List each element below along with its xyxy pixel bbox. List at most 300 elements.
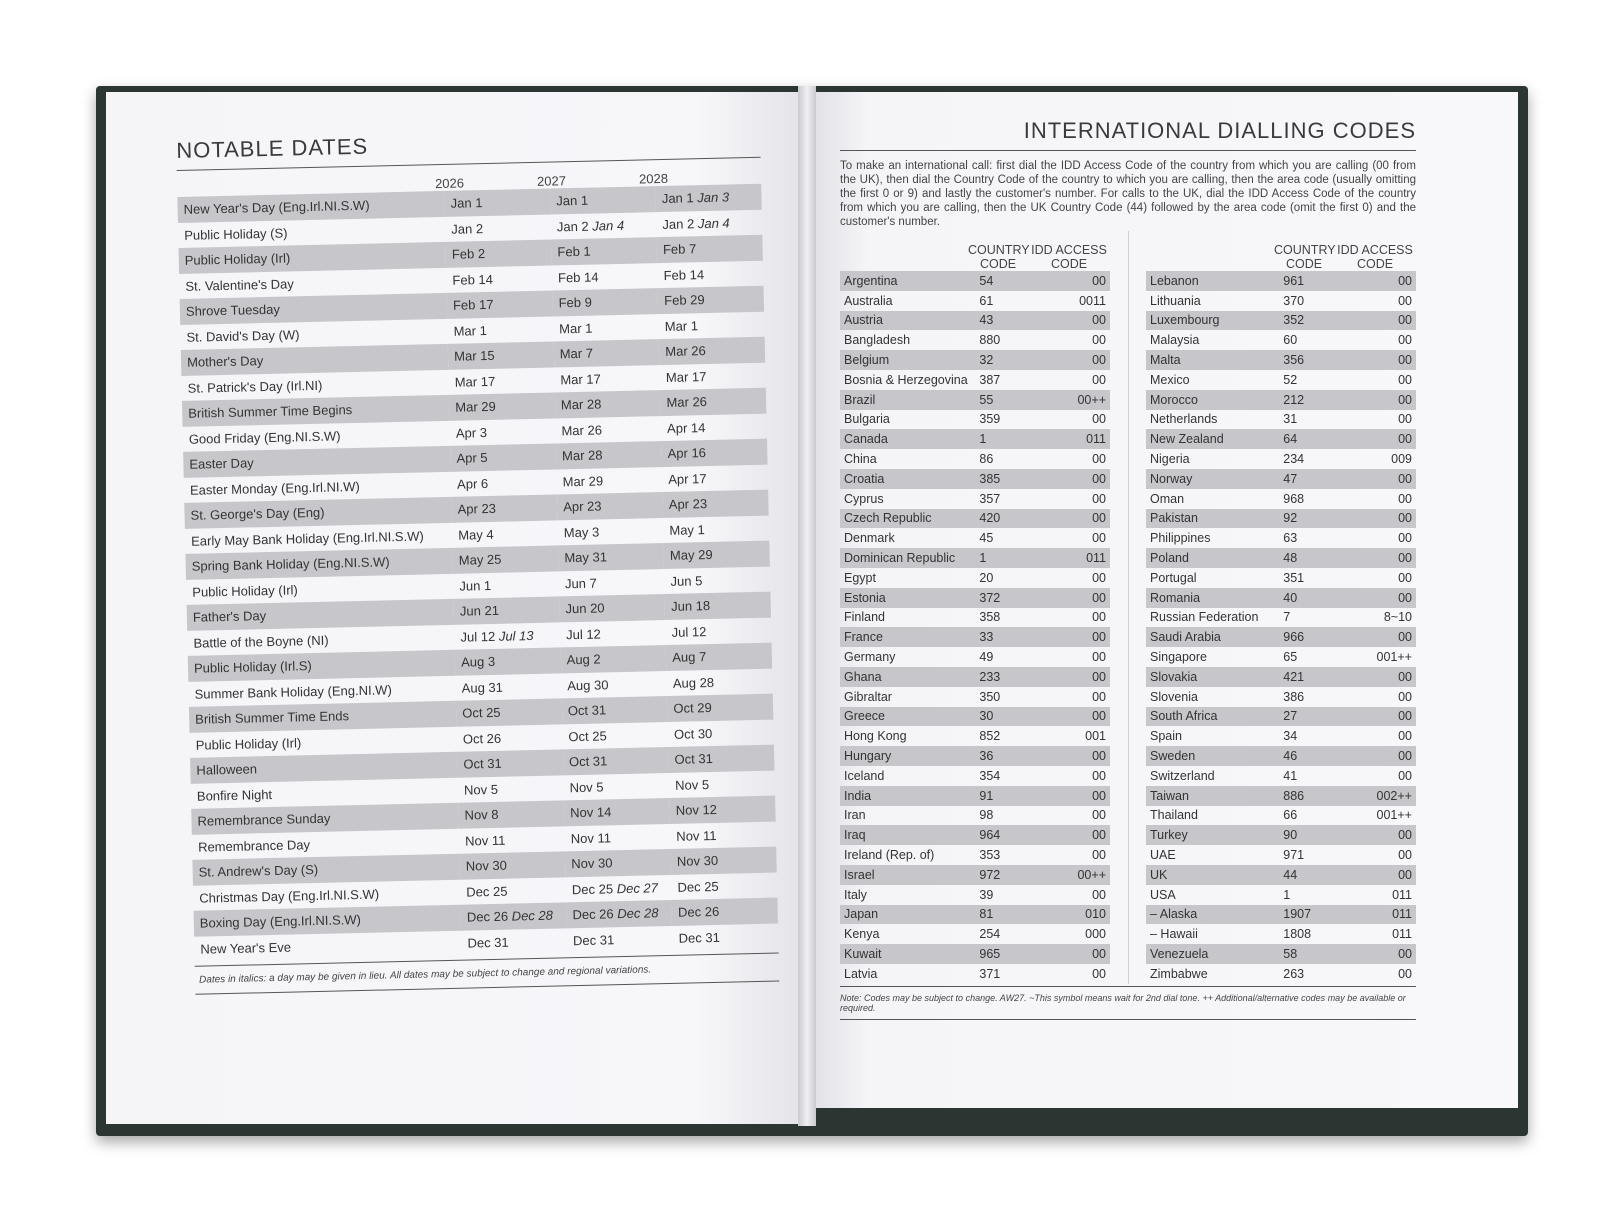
codes-column-1 bbox=[840, 231, 1110, 984]
country-code: 66 bbox=[1283, 808, 1298, 823]
country-row bbox=[1146, 707, 1416, 727]
date-value: Jan 1 bbox=[556, 192, 589, 209]
date-value: Jun 21 bbox=[459, 603, 500, 619]
date-value: Mar 26 bbox=[561, 422, 603, 439]
idd-code: 001 bbox=[1085, 729, 1106, 744]
country-row bbox=[840, 905, 1110, 925]
country-code: 1 bbox=[1283, 887, 1291, 902]
country-code: 350 bbox=[979, 689, 1001, 704]
dates-footnote: Dates in italics: a day may be given in lieu. All dates may be subject to change and regional variations. bbox=[195, 953, 780, 995]
date-value: Nov 11 bbox=[676, 827, 717, 844]
date-value: Jan 2 bbox=[662, 216, 695, 232]
event-name: Early May Bank Holiday (Eng.Irl.NI.S.W) bbox=[190, 528, 424, 549]
idd-code: 00 bbox=[1092, 372, 1106, 387]
country-row bbox=[1146, 469, 1416, 489]
country-name: UAE bbox=[1150, 848, 1176, 862]
country-name: Iraq bbox=[840, 825, 975, 845]
country-name: Australia bbox=[844, 293, 893, 308]
country-name: Gibraltar bbox=[844, 689, 892, 704]
date-value: Jun 18 bbox=[670, 598, 711, 615]
country-code: 233 bbox=[975, 667, 1037, 687]
idd-code: 011 bbox=[1392, 927, 1412, 942]
idd-access-code-header: IDD ACCESS CODE bbox=[1337, 243, 1413, 271]
country-code: 356 bbox=[1279, 350, 1343, 370]
date-cell-y3 bbox=[663, 515, 769, 543]
country-row bbox=[1146, 905, 1416, 925]
country-code: 49 bbox=[979, 650, 994, 665]
country-code: 352 bbox=[1279, 311, 1343, 331]
country-name: Kuwait bbox=[840, 944, 975, 964]
country-name: Zimbabwe bbox=[1150, 966, 1208, 981]
date-cell-y3 bbox=[672, 923, 778, 951]
date-cell-y1 bbox=[460, 877, 566, 905]
country-code: 359 bbox=[979, 412, 1001, 427]
date-in-lieu: Dec 28 bbox=[617, 905, 659, 922]
date-cell-y1 bbox=[445, 214, 551, 242]
date-value: Nov 12 bbox=[675, 802, 718, 819]
idd-code: 00 bbox=[1092, 887, 1106, 902]
country-code: 90 bbox=[1279, 825, 1343, 845]
idd-code: 00 bbox=[1092, 333, 1106, 348]
country-row bbox=[840, 825, 1110, 845]
date-cell-y1 bbox=[452, 520, 558, 548]
country-row bbox=[840, 865, 1110, 885]
idd-code: 00 bbox=[1038, 469, 1110, 489]
date-value: Mar 17 bbox=[665, 368, 707, 385]
date-cell-y3 bbox=[663, 490, 769, 518]
country-row bbox=[840, 370, 1110, 390]
country-name: – Alaska bbox=[1146, 905, 1279, 925]
event-name: Good Friday (Eng.NI.S.W) bbox=[188, 428, 341, 447]
country-row bbox=[1146, 588, 1416, 608]
codes-header bbox=[840, 231, 1110, 271]
country-row bbox=[840, 410, 1110, 430]
event-name: Halloween bbox=[190, 752, 458, 784]
country-row bbox=[1146, 924, 1416, 944]
date-value: Dec 26 bbox=[466, 908, 509, 925]
column-separator bbox=[1128, 231, 1129, 984]
country-code: 886 bbox=[1279, 786, 1343, 806]
country-row bbox=[840, 489, 1110, 509]
date-cell-y3 bbox=[667, 694, 773, 722]
country-row bbox=[840, 746, 1110, 766]
date-in-lieu: Jan 4 bbox=[697, 215, 730, 231]
date-value: Jun 20 bbox=[565, 600, 605, 617]
date-cell-y3 bbox=[660, 362, 766, 390]
date-value: Nov 5 bbox=[674, 776, 710, 793]
country-row bbox=[1146, 687, 1416, 707]
date-value: Apr 3 bbox=[455, 424, 488, 441]
date-cell-y3 bbox=[671, 847, 777, 875]
date-cell-y3 bbox=[657, 235, 763, 263]
date-cell-y1 bbox=[454, 596, 560, 624]
date-value: May 3 bbox=[563, 524, 600, 541]
idd-code: 00 bbox=[1038, 350, 1110, 370]
date-cell-y2 bbox=[562, 721, 668, 749]
date-cell-y3 bbox=[660, 388, 766, 416]
country-row bbox=[1146, 825, 1416, 845]
date-cell-y3 bbox=[662, 464, 768, 492]
idd-code: 00 bbox=[1398, 768, 1412, 783]
country-code: 357 bbox=[979, 491, 1001, 506]
date-cell-y2 bbox=[567, 925, 673, 953]
country-row bbox=[1146, 489, 1416, 509]
country-code: 20 bbox=[979, 570, 994, 585]
date-value: Nov 5 bbox=[463, 781, 499, 798]
country-code: 387 bbox=[979, 372, 1001, 387]
country-name: Portugal bbox=[1150, 570, 1197, 585]
country-code: 385 bbox=[975, 469, 1037, 489]
country-code: 964 bbox=[975, 825, 1037, 845]
country-code: 64 bbox=[1279, 429, 1343, 449]
date-value: Mar 26 bbox=[666, 394, 708, 411]
idd-code: 00 bbox=[1343, 746, 1416, 766]
country-name: Thailand bbox=[1150, 808, 1198, 823]
country-name: Estonia bbox=[840, 588, 975, 608]
country-row bbox=[1146, 786, 1416, 806]
country-name: Malaysia bbox=[1150, 333, 1200, 348]
date-cell-y3 bbox=[672, 898, 778, 926]
country-code: 27 bbox=[1279, 707, 1343, 727]
date-cell-y2 bbox=[553, 339, 659, 367]
country-name: Hungary bbox=[840, 746, 975, 766]
country-row bbox=[1146, 548, 1416, 568]
date-value: Nov 8 bbox=[464, 807, 499, 823]
date-value: Mar 1 bbox=[559, 320, 593, 337]
date-cell-y1 bbox=[461, 928, 567, 956]
country-row bbox=[840, 687, 1110, 707]
idd-code: 00 bbox=[1343, 271, 1416, 291]
date-value: Oct 26 bbox=[462, 730, 502, 747]
idd-code: 00 bbox=[1038, 746, 1110, 766]
idd-code: 00 bbox=[1038, 588, 1110, 608]
date-cell-y2 bbox=[566, 900, 672, 928]
date-value: Feb 2 bbox=[451, 246, 486, 263]
date-value: May 4 bbox=[458, 526, 494, 543]
idd-code: 00 bbox=[1038, 311, 1110, 331]
notable-dates-table bbox=[177, 184, 778, 962]
date-cell-y1 bbox=[449, 392, 555, 420]
date-value: Mar 17 bbox=[560, 371, 601, 388]
country-row bbox=[1146, 568, 1416, 588]
idd-code: 00 bbox=[1398, 333, 1412, 348]
date-in-lieu: Jan 3 bbox=[697, 189, 730, 206]
country-row bbox=[840, 964, 1110, 984]
date-cell-y1 bbox=[457, 724, 563, 752]
idd-code: 00 bbox=[1398, 491, 1412, 506]
idd-code: 00 bbox=[1398, 848, 1412, 862]
date-value: Nov 30 bbox=[465, 857, 508, 874]
country-code: 852 bbox=[979, 729, 1001, 744]
date-cell-y1 bbox=[451, 494, 557, 522]
country-name: Denmark bbox=[844, 531, 895, 546]
country-row bbox=[840, 449, 1110, 469]
year-1: 2026 bbox=[434, 175, 465, 192]
idd-code: 00 bbox=[1038, 509, 1110, 529]
codes-table-2 bbox=[1146, 271, 1416, 984]
country-row bbox=[840, 350, 1110, 370]
date-value: Oct 29 bbox=[673, 700, 712, 717]
country-name: Netherlands bbox=[1150, 412, 1218, 427]
country-name: France bbox=[840, 627, 975, 647]
country-code: 31 bbox=[1283, 412, 1298, 427]
country-row bbox=[1146, 726, 1416, 746]
country-code: 65 bbox=[1283, 650, 1298, 665]
country-code: 968 bbox=[1283, 491, 1305, 506]
country-row bbox=[840, 548, 1110, 568]
date-cell-y3 bbox=[661, 439, 767, 467]
date-cell-y2 bbox=[563, 747, 669, 775]
date-cell-y2 bbox=[555, 416, 661, 444]
date-cell-y3 bbox=[661, 413, 767, 441]
country-row bbox=[840, 528, 1110, 548]
date-cell-y1 bbox=[456, 698, 562, 726]
country-row bbox=[840, 766, 1110, 786]
country-row bbox=[1146, 806, 1416, 826]
country-code: 48 bbox=[1279, 548, 1343, 568]
country-code: 212 bbox=[1279, 390, 1343, 410]
country-code: 86 bbox=[979, 452, 994, 467]
country-name: Morocco bbox=[1146, 390, 1279, 410]
country-name: Germany bbox=[844, 650, 896, 665]
idd-code: 011 bbox=[1038, 429, 1110, 449]
country-code: 1 bbox=[975, 429, 1037, 449]
country-code: 354 bbox=[979, 768, 1001, 783]
country-code: 52 bbox=[1283, 372, 1298, 387]
date-value: Aug 7 bbox=[672, 649, 707, 666]
idd-code: 00 bbox=[1398, 531, 1412, 546]
country-row bbox=[840, 330, 1110, 350]
country-code: 386 bbox=[1283, 689, 1305, 704]
date-cell-y2 bbox=[558, 518, 664, 546]
idd-code: 00 bbox=[1343, 944, 1416, 964]
country-name: Philippines bbox=[1150, 531, 1211, 546]
date-cell-y2 bbox=[551, 212, 657, 240]
date-cell-y3 bbox=[669, 796, 775, 824]
country-code: 7 bbox=[1283, 610, 1291, 625]
country-name: Brazil bbox=[840, 390, 975, 410]
country-code: 966 bbox=[1279, 627, 1343, 647]
dialling-intro-text: To make an international call: first dial the IDD Access Code of the country from which you are calling (00 from the UK), then dial the Country Code of the country to which you are calling, then the area code (usually omitting the first 0 or 9) and lastly the customer's number. For calls to the UK, dial the IDD Access Code of the country from which you are calling, then the UK Country Code (44) followed by the area code (omit the first 0) and the customer's number. bbox=[840, 160, 1416, 228]
date-cell-y3 bbox=[664, 566, 770, 594]
event-name: St. George's Day (Eng) bbox=[184, 497, 452, 529]
country-name: Norway bbox=[1146, 469, 1279, 489]
date-cell-y2 bbox=[554, 365, 660, 393]
date-value: Jan 2 bbox=[556, 218, 589, 235]
idd-code: 00 bbox=[1343, 548, 1416, 568]
idd-code: 00 bbox=[1092, 808, 1106, 823]
country-row bbox=[1146, 449, 1416, 469]
date-value: Nov 30 bbox=[676, 853, 719, 870]
country-name: Slovakia bbox=[1146, 667, 1279, 687]
country-name: Latvia bbox=[844, 966, 878, 981]
date-cell-y3 bbox=[671, 872, 777, 900]
date-value: Dec 26 bbox=[677, 904, 720, 921]
country-row bbox=[840, 647, 1110, 667]
date-in-lieu: Dec 27 bbox=[616, 880, 659, 896]
date-value: Feb 9 bbox=[558, 294, 593, 311]
date-cell-y2 bbox=[562, 696, 668, 724]
date-value: Apr 23 bbox=[668, 496, 708, 513]
country-name: Mexico bbox=[1150, 372, 1190, 387]
idd-code: 00 bbox=[1038, 271, 1110, 291]
date-cell-y2 bbox=[552, 263, 658, 291]
country-name: Greece bbox=[840, 707, 975, 727]
date-value: Mar 1 bbox=[664, 317, 699, 334]
event-name: Public Holiday (Irl) bbox=[195, 735, 302, 753]
date-value: Feb 29 bbox=[664, 292, 705, 309]
country-code: 30 bbox=[975, 707, 1037, 727]
date-cell-y3 bbox=[670, 821, 776, 849]
date-value: Aug 31 bbox=[461, 679, 504, 696]
date-value: Oct 30 bbox=[673, 725, 713, 742]
date-cell-y1 bbox=[457, 749, 563, 777]
idd-code: 0011 bbox=[1079, 293, 1106, 308]
country-name: Malta bbox=[1146, 350, 1279, 370]
date-cell-y1 bbox=[446, 265, 552, 293]
event-name: Remembrance Day bbox=[197, 836, 311, 855]
idd-code: 00 bbox=[1038, 707, 1110, 727]
country-row bbox=[840, 924, 1110, 944]
country-code: 972 bbox=[975, 865, 1037, 885]
date-cell-y1 bbox=[444, 189, 550, 217]
date-cell-y1 bbox=[459, 851, 565, 879]
idd-code: 00 bbox=[1398, 689, 1412, 704]
event-name: British Summer Time Begins bbox=[182, 395, 450, 427]
country-row bbox=[1146, 271, 1416, 291]
country-name: Taiwan bbox=[1146, 786, 1279, 806]
event-name: Shrove Tuesday bbox=[180, 293, 448, 325]
date-value: Mar 17 bbox=[454, 373, 496, 390]
date-value: Nov 5 bbox=[569, 779, 604, 795]
country-code: 44 bbox=[1279, 865, 1343, 885]
country-row bbox=[840, 806, 1110, 826]
date-value: Feb 7 bbox=[662, 241, 697, 258]
country-name: Kenya bbox=[844, 927, 880, 942]
date-value: Dec 25 bbox=[466, 883, 508, 900]
date-value: Dec 31 bbox=[678, 929, 721, 946]
country-name: Dominican Republic bbox=[840, 548, 975, 568]
country-row bbox=[1146, 627, 1416, 647]
country-row bbox=[1146, 350, 1416, 370]
country-name: Ghana bbox=[840, 667, 975, 687]
date-cell-y1 bbox=[448, 367, 554, 395]
country-name: Czech Republic bbox=[840, 509, 975, 529]
date-cell-y1 bbox=[453, 545, 559, 573]
idd-code: 009 bbox=[1391, 452, 1412, 467]
date-cell-y1 bbox=[455, 673, 561, 701]
date-cell-y2 bbox=[556, 441, 662, 469]
date-value: Apr 23 bbox=[563, 498, 602, 515]
dialling-codes-title: INTERNATIONAL DIALLING CODES bbox=[1023, 118, 1416, 143]
date-value: Jul 12 bbox=[671, 623, 707, 640]
date-cell-y2 bbox=[558, 543, 664, 571]
date-value: Apr 16 bbox=[667, 445, 707, 462]
date-cell-y1 bbox=[448, 341, 554, 369]
idd-code: 00 bbox=[1343, 311, 1416, 331]
event-name: New Year's Day (Eng.Irl.NI.S.W) bbox=[177, 191, 445, 223]
country-code: 40 bbox=[1279, 588, 1343, 608]
country-name: USA bbox=[1150, 887, 1176, 902]
date-cell-y1 bbox=[458, 800, 564, 828]
date-cell-y1 bbox=[447, 316, 553, 344]
country-name: Nigeria bbox=[1150, 452, 1190, 467]
date-value: Apr 17 bbox=[668, 470, 707, 487]
date-cell-y3 bbox=[658, 286, 764, 314]
date-value: Feb 14 bbox=[557, 269, 599, 286]
idd-code: 00 bbox=[1398, 372, 1412, 387]
year-2: 2027 bbox=[536, 173, 567, 189]
country-row bbox=[1146, 766, 1416, 786]
date-value: Nov 14 bbox=[569, 804, 612, 821]
country-row bbox=[1146, 311, 1416, 331]
date-cell-y2 bbox=[566, 874, 672, 902]
idd-code: 00++ bbox=[1038, 390, 1110, 410]
date-value: Mar 26 bbox=[665, 343, 706, 360]
country-code: 58 bbox=[1279, 944, 1343, 964]
country-name: Egypt bbox=[844, 570, 876, 585]
date-value: Oct 31 bbox=[674, 751, 714, 768]
date-value: Jan 1 bbox=[661, 190, 694, 207]
codes-columns bbox=[840, 231, 1416, 984]
date-cell-y3 bbox=[658, 311, 764, 339]
date-value: Aug 30 bbox=[567, 677, 609, 694]
country-row bbox=[840, 627, 1110, 647]
country-name: Iceland bbox=[844, 768, 885, 783]
event-name: Public Holiday (Irl.S) bbox=[188, 650, 456, 682]
country-code: 1 bbox=[975, 548, 1037, 568]
country-row bbox=[1146, 845, 1416, 865]
codes-header bbox=[1146, 231, 1416, 271]
idd-code: 00 bbox=[1092, 452, 1106, 467]
idd-code: 00 bbox=[1343, 825, 1416, 845]
date-cell-y3 bbox=[657, 260, 763, 288]
country-code: 965 bbox=[975, 944, 1037, 964]
date-cell-y2 bbox=[560, 620, 666, 648]
country-row bbox=[840, 885, 1110, 905]
date-value: Mar 28 bbox=[561, 447, 603, 464]
event-name: Remembrance Sunday bbox=[191, 803, 459, 835]
date-cell-y2 bbox=[564, 823, 670, 851]
country-code: 61 bbox=[979, 293, 994, 308]
country-name: Canada bbox=[840, 429, 975, 449]
country-name: Israel bbox=[840, 865, 975, 885]
country-code: 353 bbox=[979, 848, 1001, 862]
date-value: Apr 14 bbox=[666, 419, 706, 436]
country-code: 47 bbox=[1279, 469, 1343, 489]
date-cell-y2 bbox=[564, 798, 670, 826]
date-value: Jun 7 bbox=[564, 575, 597, 592]
country-code: 880 bbox=[979, 333, 1001, 348]
country-code: 971 bbox=[1283, 848, 1305, 862]
event-name: St. Andrew's Day (S) bbox=[192, 854, 460, 886]
date-value: Oct 31 bbox=[567, 702, 607, 719]
date-value: Mar 29 bbox=[562, 473, 604, 490]
country-name: Pakistan bbox=[1146, 509, 1279, 529]
date-value: Apr 23 bbox=[457, 501, 497, 517]
country-name: Bulgaria bbox=[844, 412, 890, 427]
idd-code: 00 bbox=[1038, 667, 1110, 687]
date-value: Jun 5 bbox=[670, 572, 703, 589]
country-code: 1907 bbox=[1279, 905, 1343, 925]
country-name: Italy bbox=[844, 887, 867, 902]
date-value: Oct 31 bbox=[463, 756, 502, 772]
date-cell-y1 bbox=[446, 240, 552, 268]
date-cell-y3 bbox=[668, 719, 774, 747]
date-cell-y2 bbox=[560, 645, 666, 673]
country-name: Finland bbox=[844, 610, 885, 625]
country-name: Romania bbox=[1146, 588, 1279, 608]
